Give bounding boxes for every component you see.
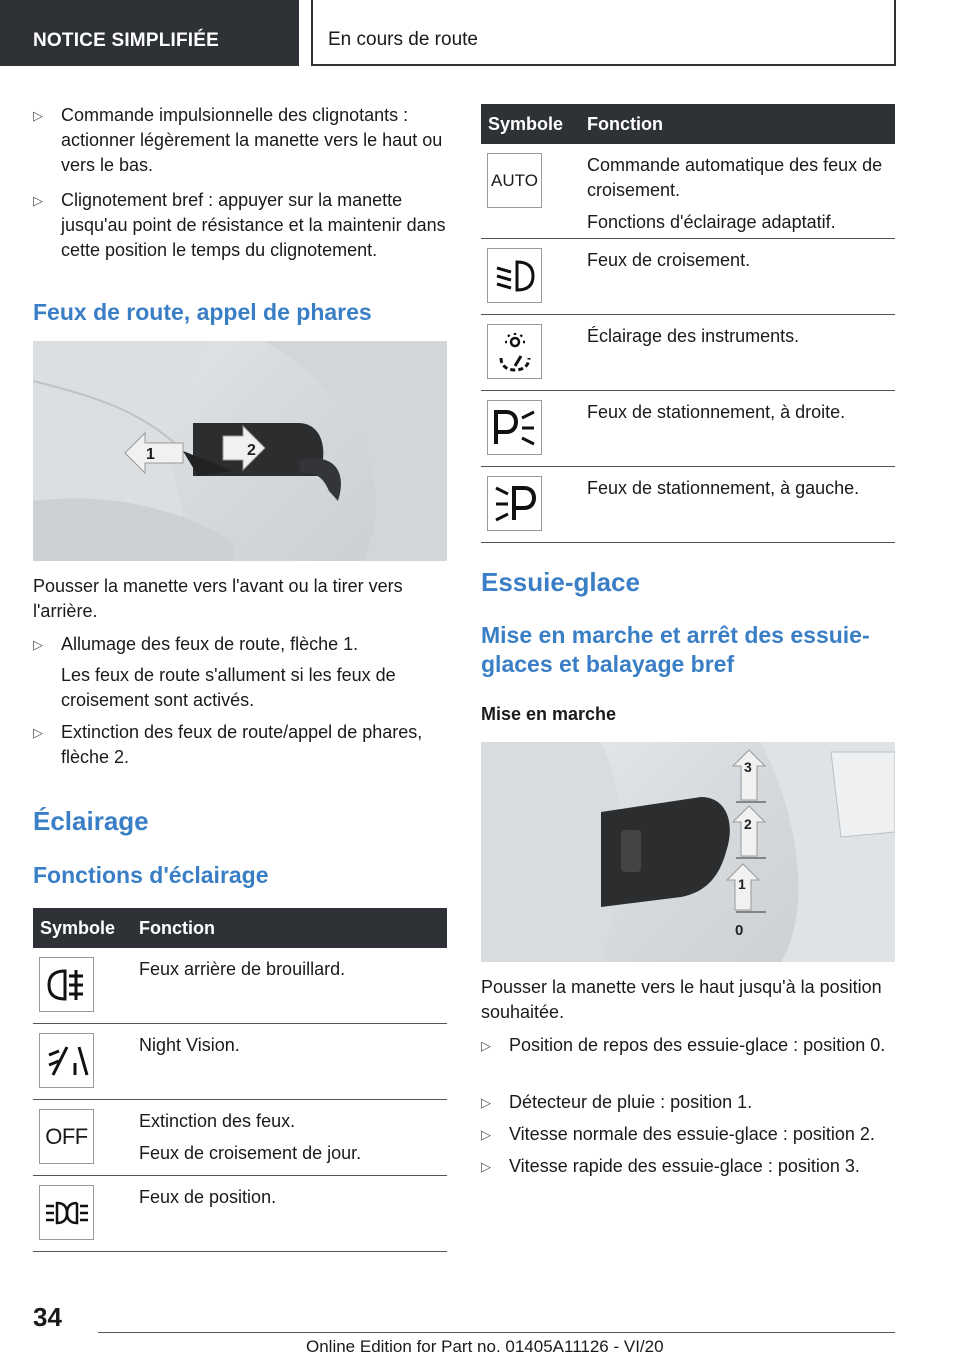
table-row: AUTO Commande automatique des feux de croisement. Fonctions d'éclairage adaptatif. (481, 144, 895, 239)
chapter-title: En cours de route (311, 0, 896, 66)
position-lights-icon (39, 1185, 94, 1240)
table-header: Symbole Fonction (33, 908, 447, 948)
heading-wipers: Essuie-glace (481, 567, 640, 597)
low-beam-icon (487, 248, 542, 303)
lighting-table-right (481, 104, 895, 543)
table-row: Feux de stationnement, à gauche. (481, 467, 895, 543)
position-label-2: 2 (744, 816, 752, 832)
list-item: ▷ Commande impulsionnelle des clignotants : actionner légèrement la manette vers le haut ou vers le bas. (33, 105, 443, 175)
position-label-3: 3 (744, 759, 752, 775)
footer-divider (98, 1332, 895, 1333)
bullet-triangle-icon: ▷ (33, 637, 43, 652)
night-vision-icon (39, 1033, 94, 1088)
instrument-lighting-icon (487, 324, 542, 379)
list-item: ▷ Vitesse normale des essuie-glace : position 2. (481, 1122, 895, 1147)
section-title: NOTICE SIMPLIFIÉE (0, 0, 299, 66)
bullet-triangle-icon: ▷ (481, 1127, 491, 1142)
rear-fog-light-icon (39, 957, 94, 1012)
page-number: 34 (33, 1302, 62, 1332)
table-row: Feux de croisement. (481, 239, 895, 315)
bullet-triangle-icon: ▷ (33, 193, 43, 208)
table-row: Feux de position. (33, 1176, 447, 1252)
heading-lighting: Éclairage (33, 806, 149, 836)
bullet-triangle-icon: ▷ (33, 725, 43, 740)
edition-text: Online Edition for Part no. 01405A11126 - VI/20 (306, 1337, 664, 1356)
position-label-1: 1 (738, 876, 746, 892)
bullet-triangle-icon: ▷ (33, 108, 43, 123)
bullet-triangle-icon: ▷ (481, 1038, 491, 1053)
list-item: ▷ Position de repos des essuie-glace : position 0. (481, 1033, 895, 1058)
table-row: Feux de stationnement, à droite. (481, 391, 895, 467)
heading-switch-on: Mise en marche (481, 704, 617, 724)
page-header (0, 0, 960, 66)
table-header: Symbole Fonction (481, 104, 895, 144)
heading-high-beam: Feux de route, appel de phares (33, 299, 372, 325)
auto-icon: AUTO (487, 153, 542, 208)
table-row: Feux arrière de brouillard. (33, 948, 447, 1024)
list-item: ▷ Clignotement bref : appuyer sur la manette jusqu'au point de résistance et la maintenir dans cette position le temps du clignotement. (33, 190, 446, 260)
list-item: ▷ Extinction des feux de route/appel de phares, flèche 2. (33, 722, 423, 767)
parking-light-right-icon (487, 400, 542, 455)
table-row: Éclairage des instruments. (481, 315, 895, 391)
position-label-0: 0 (735, 922, 744, 939)
table-row: Night Vision. (33, 1024, 447, 1100)
paragraph: Les feux de route s'allument si les feux de croisement sont activés. (61, 665, 396, 710)
parking-light-left-icon (487, 476, 542, 531)
arrow-label-1: 1 (146, 446, 155, 463)
lighting-table-left (33, 908, 447, 1252)
table-row: OFF Extinction des feux. Feux de croisement de jour. (33, 1100, 447, 1176)
bullet-triangle-icon: ▷ (481, 1159, 491, 1174)
bullet-triangle-icon: ▷ (481, 1095, 491, 1110)
wiper-stalk-photo (481, 742, 895, 962)
list-item: ▷ Allumage des feux de route, flèche 1. (33, 632, 447, 657)
list-item: ▷ Vitesse rapide des essuie-glace : position 3. (481, 1154, 895, 1179)
list-item: ▷ Détecteur de pluie : position 1. (481, 1090, 895, 1115)
heading-wipers-sub: Mise en marche et arrêt des essuie-glaces et balayage bref (481, 622, 870, 677)
heading-lighting-functions: Fonctions d'éclairage (33, 862, 269, 888)
paragraph: Pousser la manette vers l'avant ou la tirer vers l'arrière. (33, 576, 403, 621)
high-beam-stalk-photo (33, 341, 447, 561)
paragraph: Pousser la manette vers le haut jusqu'à la position souhaitée. (481, 977, 882, 1022)
arrow-label-2: 2 (247, 442, 256, 459)
off-icon: OFF (39, 1109, 94, 1164)
